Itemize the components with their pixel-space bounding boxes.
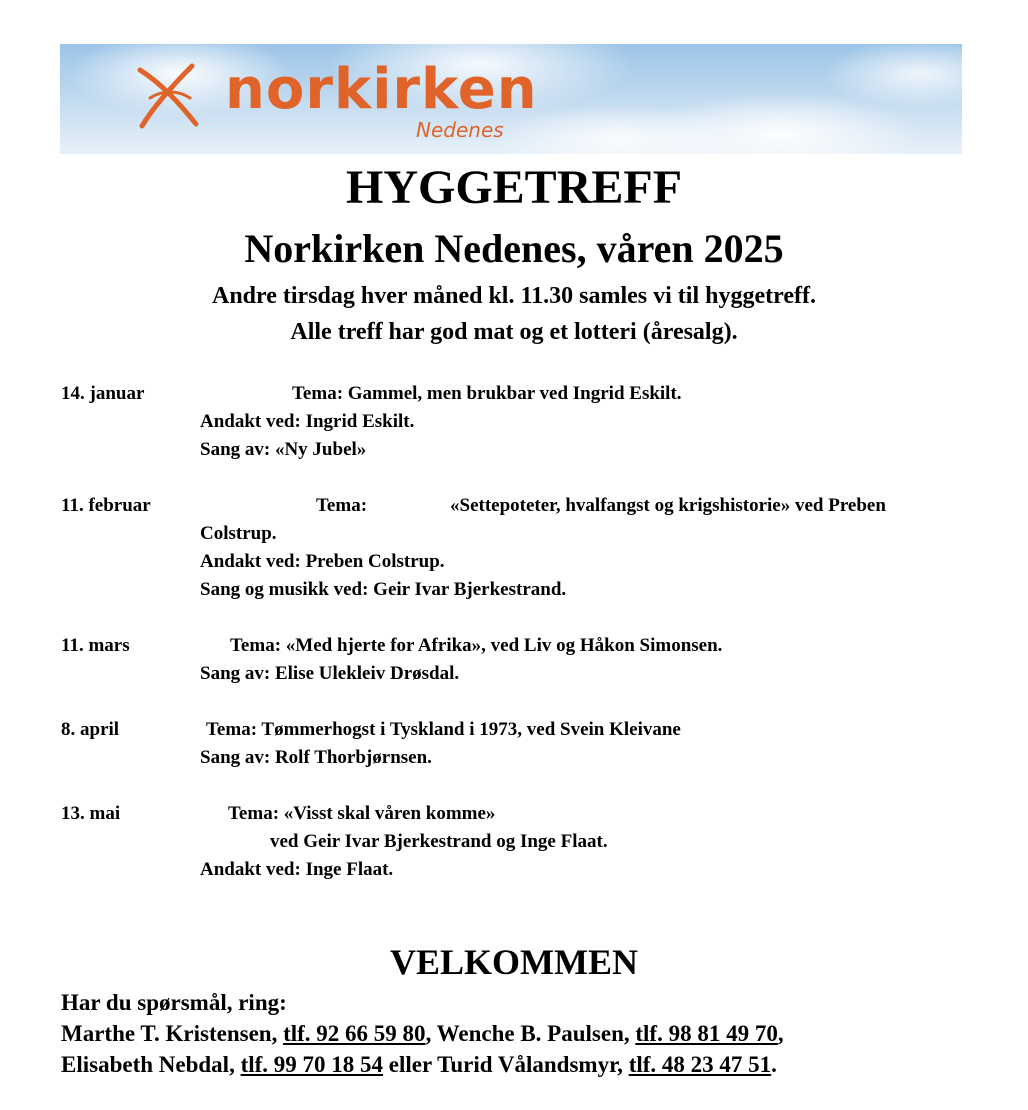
event-theme-continued: ved Geir Ivar Bjerkestrand og Inge Flaat. <box>270 831 608 852</box>
event-theme: Tema: Gammel, men brukbar ved Ingrid Eskilt. <box>292 383 682 404</box>
event-theme: Tema: «Med hjerte for Afrika», ved Liv og Håkon Simonsen. <box>230 635 723 656</box>
contact-name: Wenche B. Paulsen, <box>436 1021 630 1046</box>
intro-line-2: Alle treff har god mat og et lotteri (åresalg). <box>290 319 738 345</box>
event-detail: Sang av: Elise Ulekleiv Drøsdal. <box>200 663 460 684</box>
separator: . <box>771 1052 777 1077</box>
contact-name: Turid Vålandsmyr, <box>437 1052 623 1077</box>
page-title: HYGGETREFF <box>345 161 683 214</box>
contact-name: Elisabeth Nebdal, <box>61 1052 235 1077</box>
event-theme-continued: Colstrup. <box>200 523 277 544</box>
contact-question: Har du spørsmål, ring: <box>61 990 287 1015</box>
page-subtitle: Norkirken Nedenes, våren 2025 <box>244 226 784 271</box>
separator: , <box>777 1021 784 1046</box>
cross-logo-icon <box>132 60 204 132</box>
event-date: 8. april <box>61 719 120 740</box>
phone-link[interactable]: tlf. 99 70 18 54 <box>240 1052 384 1077</box>
event-date: 14. januar <box>61 383 145 404</box>
logo-location: Nedenes <box>416 118 504 142</box>
intro-line-1: Andre tirsdag hver måned kl. 11.30 samles vi til hyggetreff. <box>212 283 816 309</box>
event-date: 13. mai <box>61 803 121 824</box>
event-theme: «Settepoteter, hvalfangst og krigshistorie» ved Preben <box>450 495 886 516</box>
event-detail: Andakt ved: Preben Colstrup. <box>200 551 445 572</box>
phone-link[interactable]: tlf. 48 23 47 51 <box>628 1052 772 1077</box>
event-detail: Sang av: Rolf Thorbjørnsen. <box>200 747 432 768</box>
separator: , <box>425 1021 432 1046</box>
phone-link[interactable]: tlf. 98 81 49 70 <box>635 1021 778 1046</box>
welcome-heading: VELKOMMEN <box>390 942 638 982</box>
contact-name: Marthe T. Kristensen, <box>61 1021 278 1046</box>
event-detail: Sang av: «Ny Jubel» <box>200 439 367 460</box>
event-date: 11. mars <box>61 635 130 656</box>
event-detail: Sang og musikk ved: Geir Ivar Bjerkestrand. <box>200 579 567 600</box>
event-theme: Tema: Tømmerhogst i Tyskland i 1973, ved Svein Kleivane <box>206 719 681 740</box>
event-detail: Andakt ved: Inge Flaat. <box>200 859 394 880</box>
separator: eller <box>388 1052 432 1077</box>
event-date: 11. februar <box>61 495 151 516</box>
event-theme-label: Tema: <box>316 495 368 516</box>
logo-wordmark: norkirken <box>225 57 538 122</box>
header-banner <box>60 44 962 154</box>
contact-line-2 <box>61 1050 777 1080</box>
contact-line-1 <box>61 1019 784 1049</box>
event-detail: Andakt ved: Ingrid Eskilt. <box>200 411 415 432</box>
event-theme: Tema: «Visst skal våren komme» <box>228 803 496 824</box>
phone-link[interactable]: tlf. 92 66 59 80 <box>283 1021 426 1046</box>
